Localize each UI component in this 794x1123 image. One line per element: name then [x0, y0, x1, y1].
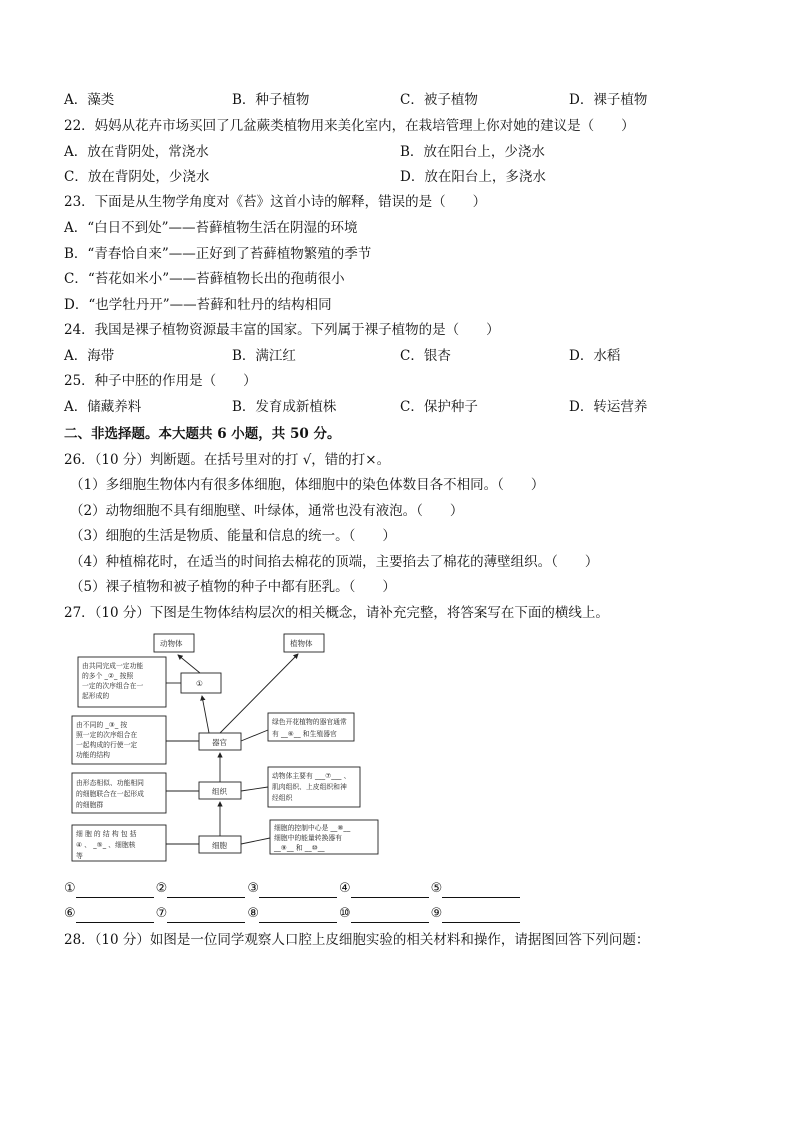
organ-label: 器官 — [212, 738, 227, 747]
q26-item-2: （2）动物细胞不具有细胞壁、叶绿体，通常也没有液泡。（ ） — [70, 503, 464, 519]
q21-option-a: A．藻类 — [64, 92, 115, 108]
q22-option-a: A．放在背阴处，常浇水 — [64, 144, 209, 160]
section2-title: 二、非选择题。本大题共 6 小题，共 50 分。 — [64, 426, 341, 442]
cell-label: 细胞 — [212, 841, 227, 850]
q25-stem: 25．种子中胚的作用是（ ） — [64, 373, 257, 389]
plant-label: 植物体 — [290, 639, 313, 648]
answer-label-5: ⑤ — [430, 881, 443, 896]
left-box-1-line-1: 由共同完成一定功能 — [82, 662, 144, 670]
right-box-3-line-2: 细胞中的能量转换器有 — [274, 834, 342, 842]
answer-label-3: ③ — [247, 881, 259, 896]
right-box-3-line-3: __⑨__ 和 __⑩__ — [274, 844, 325, 852]
answer-label-4: ④ — [338, 881, 351, 896]
q25-option-c: C．保护种子 — [400, 399, 478, 415]
answer-blank-7[interactable] — [167, 909, 245, 923]
q21-option-c: C．被子植物 — [400, 92, 478, 108]
q21-option-b: B．种子植物 — [232, 92, 310, 108]
q22-option-c: C．放在背阴处，少浇水 — [64, 169, 210, 185]
q23-stem: 23．下面是从生物学角度对《苔》这首小诗的解释，错误的是（ ） — [64, 194, 487, 210]
left-box-3-line-1: 由形态相似、功能相同 — [76, 779, 144, 787]
left-box-2-line-3: 一起构成的行使一定 — [76, 741, 138, 749]
answer-blank-2[interactable] — [167, 884, 245, 898]
right-box-2-line-3: 经组织 — [272, 794, 293, 802]
animal-label: 动物体 — [160, 639, 183, 648]
right-box-2-line-1: 动物体主要有 ___⑦___ 、 — [272, 772, 351, 780]
answer-blank-3[interactable] — [259, 884, 337, 898]
q24-option-c: C．银杏 — [400, 348, 451, 364]
left-box-3-line-3: 的细胞群 — [76, 801, 104, 809]
q24-option-d: D．水稻 — [569, 348, 621, 364]
left-box-3-line-2: 的细胞联合在一起形成 — [76, 790, 144, 798]
answer-blank-1[interactable] — [76, 884, 154, 898]
right-box-3-line-1: 细胞的控制中心是 __⑧__ — [274, 824, 351, 832]
q25-option-a: A．储藏养料 — [64, 399, 142, 415]
q23-option-c: C．“苔花如米小”——苔藓植物长出的孢萌很小 — [64, 271, 345, 287]
answer-blank-5[interactable] — [442, 884, 520, 898]
answer-label-7: ⑦ — [155, 906, 168, 921]
right-box-1-line-1: 绿色开花植物的器官通常 — [272, 718, 347, 726]
right-box-1-line-2: 有 __⑥__ 和生殖器官 — [272, 730, 337, 738]
q26-item-3: （3）细胞的生活是物质、能量和信息的统一。（ ） — [70, 528, 396, 544]
q26-stem: 26．（10 分）判断题。在括号里对的打 √，错的打×。 — [64, 452, 391, 468]
q26-item-4: （4）种植棉花时，在适当的时间掐去棉花的顶端，主要掐去了棉花的薄壁组织。（ ） — [70, 554, 599, 570]
q22-option-d: D．放在阳台上，多浇水 — [400, 169, 546, 185]
q26-item-1: （1）多细胞生物体内有很多体细胞，体细胞中的染色体数目各不相同。（ ） — [70, 477, 545, 493]
q25-option-b: B．发育成新植株 — [232, 399, 337, 415]
answer-blank-6[interactable] — [76, 909, 154, 923]
left-box-1-line-3: 一定的次序组合在一 — [82, 682, 144, 690]
answer-row-1 — [64, 880, 522, 898]
answer-label-10: ⑩ — [338, 906, 351, 921]
answer-blank-4[interactable] — [351, 884, 429, 898]
q24-stem: 24．我国是裸子植物资源最丰富的国家。下列属于裸子植物的是（ ） — [64, 322, 500, 338]
q25-option-d: D．转运营养 — [569, 399, 648, 415]
answer-blank-8[interactable] — [259, 909, 337, 923]
circle1-label: ① — [196, 679, 203, 688]
q23-option-d: D．“也学牡丹开”——苔藓和牡丹的结构相同 — [64, 297, 332, 313]
left-box-2-line-2: 照一定的次序组合在 — [76, 731, 138, 739]
right-box-2-line-2: 肌肉组织、上皮组织和神 — [272, 783, 347, 791]
q22-stem: 22．妈妈从花卉市场买回了几盆蕨类植物用来美化室内，在栽培管理上你对她的建议是（ ） — [64, 118, 635, 134]
q26-item-5: （5）裸子植物和被子植物的种子中都有胚乳。（ ） — [70, 579, 396, 595]
left-box-2-line-4: 功能的结构 — [76, 751, 110, 759]
answer-label-6: ⑥ — [64, 906, 76, 921]
left-box-4-line-1: 细 胞 的 结 构 包 括 — [76, 830, 137, 838]
q24-option-a: A．海带 — [64, 348, 115, 364]
q21-option-d: D．裸子植物 — [569, 92, 648, 108]
q22-option-b: B．放在阳台上，少浇水 — [400, 144, 545, 160]
answer-label-2: ② — [155, 881, 168, 896]
left-box-4-line-2: ④ 、 _⑤_ 、细胞核 — [76, 841, 136, 849]
answer-label-9: ⑨ — [430, 906, 443, 921]
q28-stem: 28．（10 分）如图是一位同学观察人口腔上皮细胞实验的相关材料和操作，请据图回答下列问题： — [64, 932, 650, 948]
q27-stem: 27．（10 分）下图是生物体结构层次的相关概念，请补充完整，将答案写在下面的横线上。 — [64, 605, 609, 621]
tissue-label: 组织 — [212, 787, 227, 796]
q23-option-b: B．“青春恰自来”——正好到了苔藓植物繁殖的季节 — [64, 246, 372, 262]
answer-blank-9[interactable] — [442, 909, 520, 923]
answer-label-8: ⑧ — [247, 906, 259, 921]
q24-option-b: B．满江红 — [232, 348, 296, 364]
q23-option-a: A．“白日不到处”——苔藓植物生活在阴湿的环境 — [64, 220, 358, 236]
left-box-2-line-1: 由不同的 _③_ 按 — [76, 721, 128, 729]
left-box-4-line-3: 等 — [76, 852, 83, 860]
answer-label-1: ① — [64, 881, 76, 896]
left-box-1-line-4: 起形成的 — [82, 692, 110, 700]
answer-row-2 — [64, 905, 522, 923]
left-box-1-line-2: 的多个 _②_ 按照 — [82, 672, 134, 680]
answer-blank-10[interactable] — [351, 909, 429, 923]
